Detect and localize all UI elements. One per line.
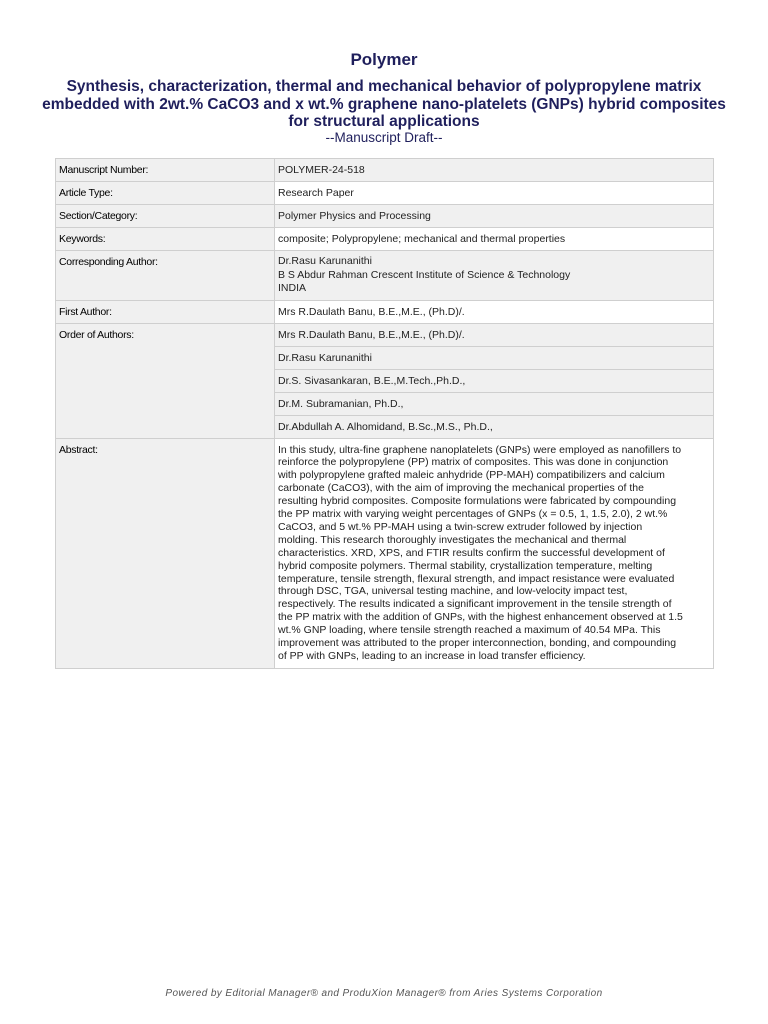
author-entry: Dr.Rasu Karunanithi xyxy=(275,346,714,369)
table-row-keywords xyxy=(56,228,714,251)
abstract-line: molding. This research thoroughly investigates the mechanical and thermal xyxy=(278,533,627,546)
abstract-text xyxy=(275,438,714,668)
abstract-line: with polypropylene grafted maleic anhydride (PP-MAH) compatibilizers and calcium xyxy=(278,469,665,482)
abstract-line: resulting hybrid composites. Composite formulations were fabricated by compounding xyxy=(278,495,677,508)
keywords-label: Keywords: xyxy=(56,228,275,251)
corresponding-author-country: INDIA xyxy=(278,282,307,294)
table-row-first-author xyxy=(56,300,714,323)
author-entry: Dr.M. Subramanian, Ph.D., xyxy=(275,392,714,415)
abstract-line: In this study, ultra-fine graphene nanoplatelets (GNPs) were employed as nanofillers to xyxy=(278,443,682,456)
order-of-authors-label: Order of Authors: xyxy=(56,323,275,438)
table-row-manuscript-number xyxy=(56,159,714,182)
abstract-line: of PP with GNPs, leading to an increase in load transfer efficiency. xyxy=(278,650,586,662)
manuscript-metadata-table xyxy=(55,158,714,669)
keywords-value: composite; Polypropylene; mechanical and thermal properties xyxy=(275,228,714,251)
draft-subtitle: --Manuscript Draft-- xyxy=(325,130,443,145)
abstract-line: hybrid composite polymers. Thermal stability, crystallization temperature, melting xyxy=(278,559,653,572)
section-category-value: Polymer Physics and Processing xyxy=(275,205,714,228)
table-row-abstract xyxy=(56,438,714,668)
abstract-line: the PP matrix with varying weight percentages of GNPs (x = 0.5, 1, 1.5, 2.0), 2 wt.% xyxy=(278,508,668,521)
footer-powered-by: Powered by Editorial Manager® and ProduXion Manager® from Aries Systems Corporation xyxy=(165,988,603,999)
manuscript-title: Synthesis, characterization, thermal and mechanical behavior of polypropylene matrix embedded with 2wt.% CaCO3 and x wt.% graphene nano-platelets (GNPs) hybrid composites for structural applications xyxy=(42,78,726,130)
abstract-line: through DSC, TGA, universal testing machine, and low-velocity impact test, xyxy=(278,585,628,598)
corresponding-author-value xyxy=(275,251,714,301)
manuscript-number-label: Manuscript Number: xyxy=(56,159,275,182)
journal-name: Polymer xyxy=(350,50,418,69)
abstract-line: CaCO3, and 5 wt.% PP-MAH using a twin-screw extruder followed by injection xyxy=(278,520,643,533)
author-entry: Dr.S. Sivasankaran, B.E.,M.Tech.,Ph.D., xyxy=(275,369,714,392)
manuscript-number-value: POLYMER-24-518 xyxy=(275,159,714,182)
abstract-line: carbonate (CaCO3), with the aim of improving the mechanical properties of the xyxy=(278,482,644,495)
table-row-article-type xyxy=(56,182,714,205)
corresponding-author-label: Corresponding Author: xyxy=(56,251,275,301)
author-entry: Dr.Abdullah A. Alhomidand, B.Sc.,M.S., Ph.D., xyxy=(275,415,714,438)
abstract-line: the PP matrix with the addition of GNPs, with the highest enhancement observed at 1.5 xyxy=(278,611,683,624)
article-type-label: Article Type: xyxy=(56,182,275,205)
abstract-line: characteristics. XRD, XPS, and FTIR results confirm the successful development of xyxy=(278,546,665,559)
table-row-corresponding-author xyxy=(56,251,714,301)
author-entry: Mrs R.Daulath Banu, B.E.,M.E., (Ph.D)/. xyxy=(275,323,714,346)
abstract-line: improvement was attributed to the proper interconnection, bonding, and compounding xyxy=(278,637,677,650)
abstract-line: reinforce the polypropylene (PP) matrix of composites. This was done in conjunction xyxy=(278,456,669,469)
abstract-label: Abstract: xyxy=(56,438,275,668)
abstract-line: temperature, tensile strength, flexural strength, and impact resistance were evaluated xyxy=(278,572,675,585)
abstract-line: respectively. The results indicated a significant improvement in the tensile strength of xyxy=(278,598,672,611)
section-category-label: Section/Category: xyxy=(56,205,275,228)
first-author-value: Mrs R.Daulath Banu, B.E.,M.E., (Ph.D)/. xyxy=(275,300,714,323)
corresponding-author-institution: B S Abdur Rahman Crescent Institute of Science & Technology xyxy=(278,268,571,281)
table-row-order-of-authors xyxy=(56,323,714,346)
abstract-line: wt.% GNP loading, where tensile strength reached a maximum of 40.54 MPa. This xyxy=(278,624,661,637)
table-row-section-category xyxy=(56,205,714,228)
first-author-label: First Author: xyxy=(56,300,275,323)
corresponding-author-name: Dr.Rasu Karunanithi xyxy=(278,255,372,267)
article-type-value: Research Paper xyxy=(275,182,714,205)
